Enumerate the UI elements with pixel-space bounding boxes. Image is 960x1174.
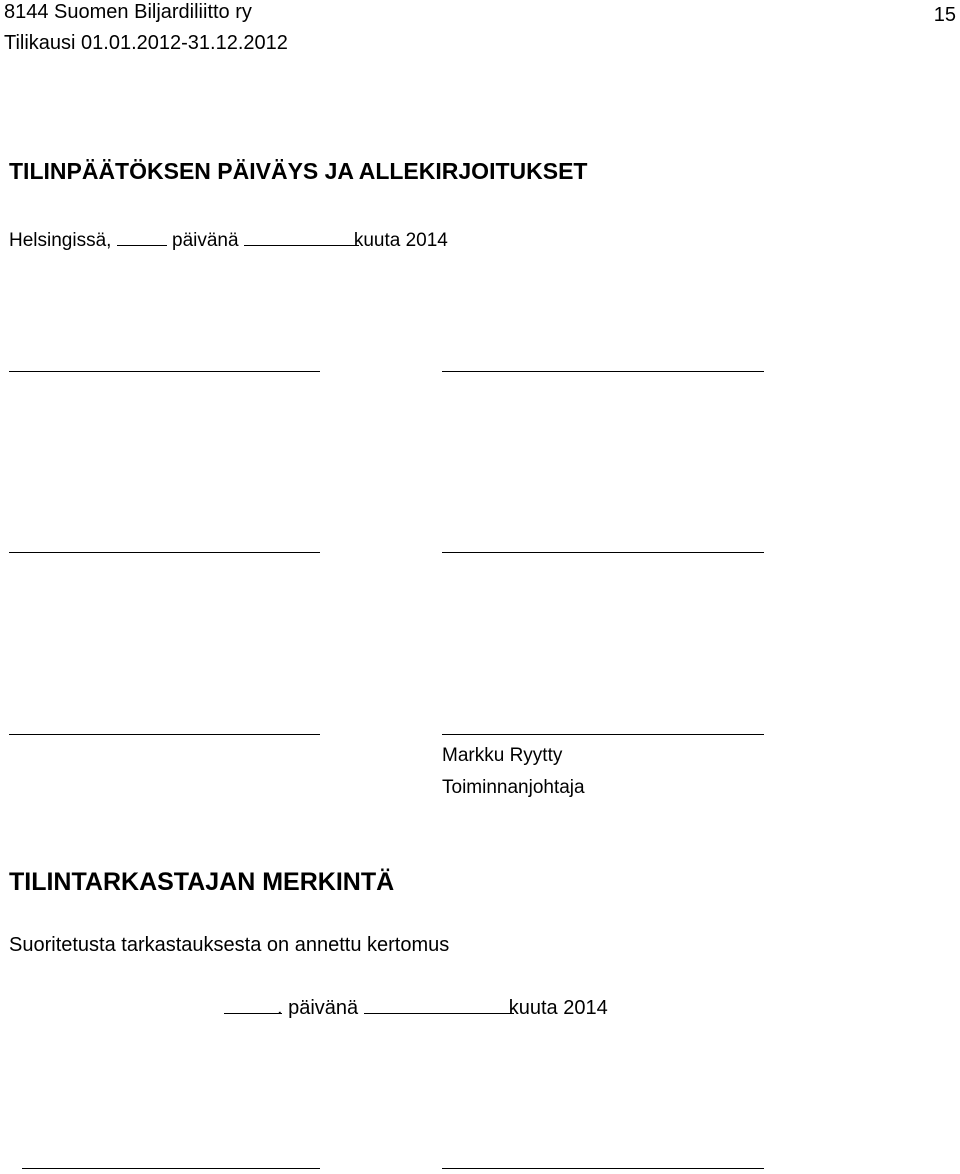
signature-section-title: TILINPÄÄTÖKSEN PÄIVÄYS JA ALLEKIRJOITUKSET xyxy=(9,158,588,184)
fiscal-period: Tilikausi 01.01.2012-31.12.2012 xyxy=(4,32,288,54)
auditor-signature-line-right xyxy=(442,1168,764,1169)
signature-line-right-3 xyxy=(442,734,764,735)
organization-name: 8144 Suomen Biljardiliitto ry xyxy=(4,1,252,23)
audit-month-year-label: kuuta 2014 xyxy=(508,997,608,1019)
audit-statement: Suoritetusta tarkastauksesta on annettu kertomus xyxy=(9,934,450,956)
audit-date-line xyxy=(224,995,608,1020)
signature-line-left-2 xyxy=(9,552,320,553)
month-year-label: kuuta 2014 xyxy=(353,230,448,251)
day-blank xyxy=(117,227,167,246)
month-blank xyxy=(244,227,359,246)
place-label: Helsingissä, xyxy=(9,230,112,251)
audit-day-word-label: . päivänä xyxy=(277,997,359,1019)
auditor-signature-line-left xyxy=(22,1168,320,1169)
audit-day-blank xyxy=(224,995,282,1014)
date-line xyxy=(9,227,448,252)
signature-line-right-1 xyxy=(442,371,764,372)
page-number: 15 xyxy=(933,4,956,26)
signer-title: Toiminnanjohtaja xyxy=(442,777,585,798)
signature-line-right-2 xyxy=(442,552,764,553)
audit-section-title: TILINTARKASTAJAN MERKINTÄ xyxy=(9,868,395,896)
audit-month-blank xyxy=(364,995,514,1014)
signature-line-left-3 xyxy=(9,734,320,735)
day-word-label: päivänä xyxy=(172,230,239,251)
signature-line-left-1 xyxy=(9,371,320,372)
signer-name: Markku Ryytty xyxy=(442,745,563,766)
